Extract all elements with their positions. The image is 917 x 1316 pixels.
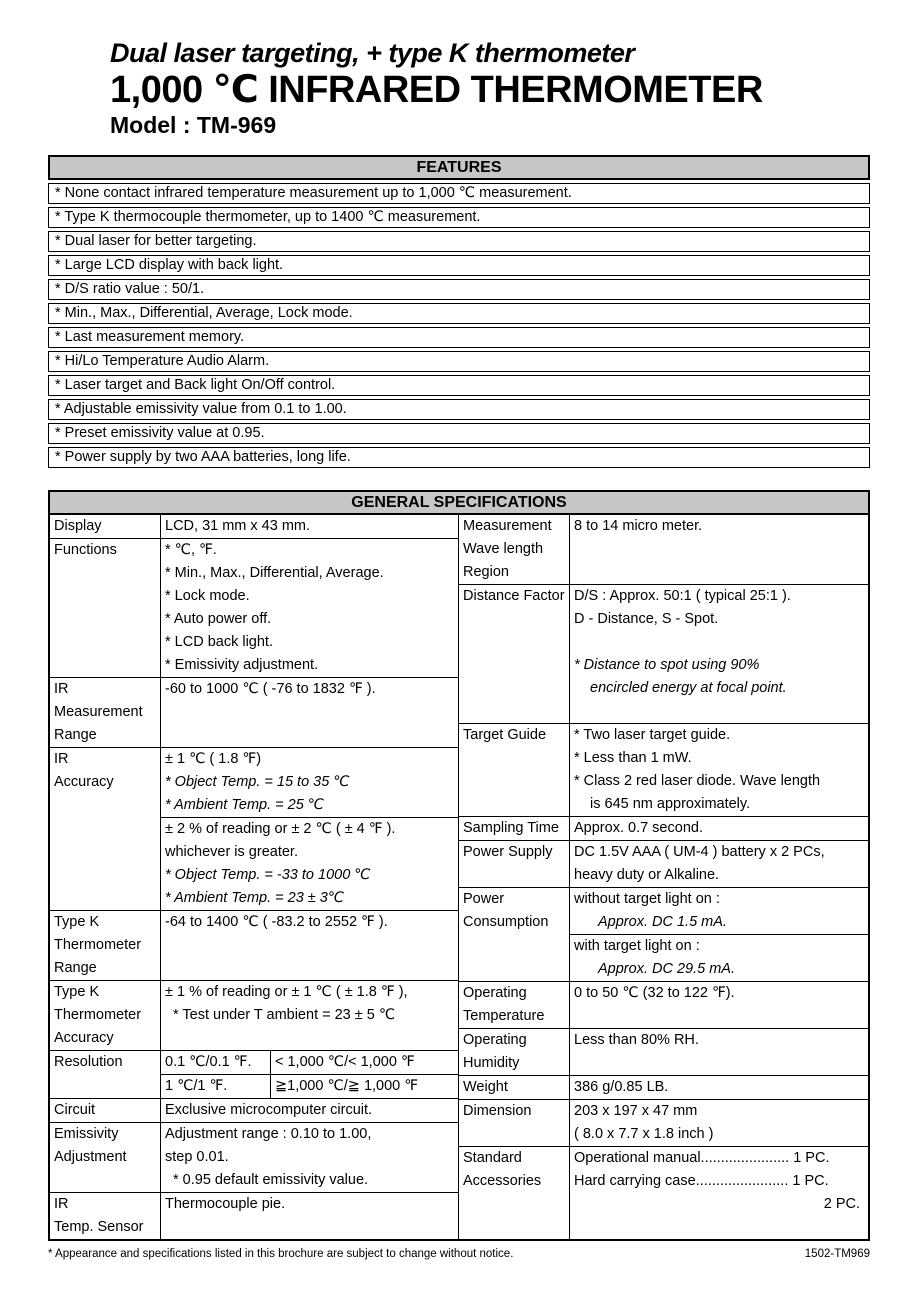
spec-block xyxy=(570,1100,868,1146)
spec-left-column xyxy=(50,515,459,1239)
spec-line: Operating xyxy=(463,1032,527,1048)
spec-block xyxy=(570,585,868,723)
spec-line: Functions xyxy=(54,542,117,558)
spec-row xyxy=(459,1028,868,1075)
spec-value xyxy=(161,1123,458,1192)
spec-line: Hard carrying case....................... 1 PC. xyxy=(574,1173,829,1189)
spec-line: Circuit xyxy=(54,1102,96,1118)
spec-block xyxy=(161,678,458,701)
spec-value xyxy=(570,1147,868,1239)
spec-row xyxy=(50,980,458,1050)
spec-line: 386 g/0.85 LB. xyxy=(574,1079,669,1095)
spec-line: without target light on : xyxy=(574,891,720,907)
feature-item: * D/S ratio value : 50/1. xyxy=(48,279,870,300)
spec-row xyxy=(50,1122,458,1192)
spec-row xyxy=(50,515,458,538)
spec-line: Accessories xyxy=(463,1173,542,1189)
spec-value xyxy=(570,724,868,816)
footer-note: * Appearance and specifications listed in this brochure are subject to change without notice. xyxy=(48,1248,514,1260)
spec-value xyxy=(570,841,868,887)
spec-line: Approx. DC 1.5 mA. xyxy=(598,914,727,930)
spec-line: 0.1 ℃/0.1 ℉. xyxy=(161,1051,271,1074)
spec-value xyxy=(161,748,458,910)
spec-line: * Ambient Temp. = 23 ± 3℃ xyxy=(165,890,345,906)
spec-block xyxy=(570,1076,868,1099)
spec-line: 2 PC. xyxy=(823,1196,860,1212)
spec-label xyxy=(459,585,570,723)
spec-line: * LCD back light. xyxy=(165,634,273,650)
spec-line: Range xyxy=(54,727,97,743)
spec-row xyxy=(459,515,868,584)
spec-label xyxy=(50,1193,161,1239)
spec-label xyxy=(459,724,570,816)
spec-label xyxy=(459,982,570,1028)
spec-line: Accuracy xyxy=(54,1030,114,1046)
spec-line: 203 x 197 x 47 mm xyxy=(574,1103,698,1119)
spec-line: * Test under T ambient = 23 ± 5 ℃ xyxy=(173,1007,396,1023)
spec-block xyxy=(161,817,458,910)
specifications-section xyxy=(48,490,870,1241)
spec-line: * Class 2 red laser diode. Wave length xyxy=(574,773,821,789)
spec-line: D/S : Approx. 50:1 ( typical 25:1 ). xyxy=(574,588,791,604)
feature-item: * Power supply by two AAA batteries, long life. xyxy=(48,447,870,468)
spec-line: ( 8.0 x 7.7 x 1.8 inch ) xyxy=(574,1126,714,1142)
spec-value xyxy=(570,585,868,723)
spec-label xyxy=(459,1147,570,1239)
spec-line: heavy duty or Alkaline. xyxy=(574,867,720,883)
spec-value xyxy=(161,515,458,538)
spec-line: ≧1,000 ℃/≧ 1,000 ℉ xyxy=(275,1078,419,1094)
spec-row xyxy=(459,981,868,1028)
spec-label xyxy=(50,911,161,980)
spec-line: * Less than 1 mW. xyxy=(574,750,692,766)
spec-line: Exclusive microcomputer circuit. xyxy=(165,1102,373,1118)
spec-line: ± 1 % of reading or ± 1 ℃ ( ± 1.8 ℉ ), xyxy=(165,984,408,1000)
spec-label xyxy=(50,1123,161,1192)
spec-line: Measurement xyxy=(54,704,143,720)
spec-value xyxy=(570,515,868,584)
spec-row xyxy=(50,747,458,910)
spec-label xyxy=(459,841,570,887)
document-header xyxy=(0,0,917,139)
spec-line: Operational manual...................... 1 PC. xyxy=(574,1150,830,1166)
spec-label xyxy=(50,678,161,747)
spec-line: Type K xyxy=(54,914,100,930)
spec-line: * Emissivity adjustment. xyxy=(165,657,319,673)
spec-label xyxy=(50,539,161,677)
spec-line: * Two laser target guide. xyxy=(574,727,731,743)
spec-line: * Distance to spot using 90% xyxy=(574,657,760,673)
spec-value xyxy=(161,911,458,980)
spec-line: Display xyxy=(54,518,102,534)
spec-right-column xyxy=(459,515,868,1239)
spec-line: DC 1.5V AAA ( UM-4 ) battery x 2 PCs, xyxy=(574,844,825,860)
spec-label xyxy=(50,1051,161,1098)
spec-line: * Lock mode. xyxy=(165,588,250,604)
spec-label xyxy=(50,981,161,1050)
page-title: 1,000 ℃ INFRARED THERMOMETER xyxy=(110,69,763,111)
spec-line: Less than 80% RH. xyxy=(574,1032,699,1048)
spec-block xyxy=(161,1123,458,1192)
spec-value xyxy=(570,1029,868,1075)
content-area xyxy=(48,155,870,1260)
spec-line: Accuracy xyxy=(54,774,114,790)
features-header: FEATURES xyxy=(48,155,870,180)
specifications-header: GENERAL SPECIFICATIONS xyxy=(48,490,870,515)
spec-row xyxy=(50,1050,458,1098)
spec-line: IR xyxy=(54,1196,69,1212)
spec-label xyxy=(50,748,161,910)
spec-row xyxy=(459,1075,868,1099)
spec-block xyxy=(161,539,458,677)
spec-row xyxy=(50,910,458,980)
spec-label xyxy=(459,817,570,840)
spec-row xyxy=(459,840,868,887)
spec-line: Sampling Time xyxy=(463,820,559,836)
spec-block xyxy=(570,1147,868,1239)
spec-label xyxy=(459,515,570,584)
spec-line: Measurement xyxy=(463,518,552,534)
spec-block xyxy=(570,888,868,934)
spec-line: ± 1 ℃ ( 1.8 ℉) xyxy=(165,751,262,767)
specifications-body xyxy=(50,515,868,1239)
spec-block xyxy=(570,934,868,981)
spec-line: Temp. Sensor xyxy=(54,1219,144,1235)
spec-block xyxy=(570,841,868,887)
spec-line: Standard xyxy=(463,1150,522,1166)
spec-line: Thermometer xyxy=(54,1007,142,1023)
spec-line xyxy=(570,1216,868,1239)
spec-line: Temperature xyxy=(463,1008,545,1024)
spec-label xyxy=(50,515,161,538)
spec-line: with target light on : xyxy=(574,938,700,954)
spec-label xyxy=(459,1100,570,1146)
spec-line: 0 to 50 ℃ (32 to 122 ℉). xyxy=(574,985,735,1001)
features-section xyxy=(48,155,870,468)
spec-line: Operating xyxy=(463,985,527,1001)
spec-row xyxy=(459,1099,868,1146)
spec-block xyxy=(161,911,458,934)
spec-row xyxy=(459,1146,868,1239)
spec-block xyxy=(570,724,868,816)
features-list xyxy=(48,183,870,468)
spec-block xyxy=(161,1099,458,1122)
feature-item: * None contact infrared temperature measurement up to 1,000 ℃ measurement. xyxy=(48,183,870,204)
spec-block xyxy=(570,515,868,538)
spec-line: D - Distance, S - Spot. xyxy=(574,611,719,627)
spec-line: Adjustment xyxy=(54,1149,127,1165)
spec-line: IR xyxy=(54,681,69,697)
spec-line xyxy=(570,631,868,654)
spec-value xyxy=(570,982,868,1028)
spec-line: LCD, 31 mm x 43 mm. xyxy=(165,518,311,534)
spec-value xyxy=(570,1100,868,1146)
spec-row xyxy=(459,887,868,981)
spec-block xyxy=(161,981,458,1027)
spec-line: Region xyxy=(463,564,509,580)
spec-row xyxy=(50,538,458,677)
footer-code: 1502-TM969 xyxy=(804,1248,870,1260)
feature-item: * Large LCD display with back light. xyxy=(48,255,870,276)
model-number: Model : TM-969 xyxy=(110,112,277,138)
spec-label xyxy=(459,1029,570,1075)
spec-line: * Object Temp. = 15 to 35 ℃ xyxy=(165,774,350,790)
spec-block xyxy=(161,1074,458,1098)
spec-line: step 0.01. xyxy=(165,1149,229,1165)
spec-line: < 1,000 ℃/< 1,000 ℉ xyxy=(275,1054,415,1070)
spec-line: Type K xyxy=(54,984,100,1000)
spec-label xyxy=(459,888,570,981)
spec-line: Resolution xyxy=(54,1054,123,1070)
spec-line: Consumption xyxy=(463,914,549,930)
spec-value xyxy=(570,888,868,981)
spec-line: -64 to 1400 ℃ ( -83.2 to 2552 ℉ ). xyxy=(165,914,388,930)
spec-line: Dimension xyxy=(463,1103,532,1119)
spec-line: * Auto power off. xyxy=(165,611,272,627)
feature-item: * Hi/Lo Temperature Audio Alarm. xyxy=(48,351,870,372)
spec-value xyxy=(161,539,458,677)
spec-line: Target Guide xyxy=(463,727,547,743)
feature-item: * Dual laser for better targeting. xyxy=(48,231,870,252)
spec-line: 8 to 14 micro meter. xyxy=(574,518,703,534)
spec-block xyxy=(570,1029,868,1052)
spec-line: Wave length xyxy=(463,541,544,557)
spec-line: Range xyxy=(54,960,97,976)
spec-block xyxy=(161,1051,458,1074)
spec-line: -60 to 1000 ℃ ( -76 to 1832 ℉ ). xyxy=(165,681,376,697)
spec-row xyxy=(50,677,458,747)
document-footer xyxy=(48,1248,870,1260)
feature-item: * Preset emissivity value at 0.95. xyxy=(48,423,870,444)
spec-line: * ℃, ℉. xyxy=(165,542,217,558)
spec-line: * Object Temp. = -33 to 1000 ℃ xyxy=(165,867,371,883)
spec-value xyxy=(161,981,458,1050)
spec-line: Approx. 0.7 second. xyxy=(574,820,703,836)
spec-value xyxy=(570,817,868,840)
spec-block xyxy=(570,817,868,840)
specifications-table xyxy=(48,515,870,1241)
spec-row xyxy=(459,584,868,723)
spec-row xyxy=(50,1192,458,1239)
spec-block xyxy=(570,982,868,1005)
feature-item: * Laser target and Back light On/Off control. xyxy=(48,375,870,396)
spec-line: Thermocouple pie. xyxy=(165,1196,286,1212)
spec-row xyxy=(459,723,868,816)
spec-line: encircled energy at focal point. xyxy=(590,680,787,696)
spec-line: Distance Factor xyxy=(463,588,565,604)
spec-line: whichever is greater. xyxy=(165,844,298,860)
spec-line: Thermometer xyxy=(54,937,142,953)
spec-line: Adjustment range : 0.10 to 1.00, xyxy=(165,1126,372,1142)
feature-item: * Type K thermocouple thermometer, up to 1400 ℃ measurement. xyxy=(48,207,870,228)
spec-line: Power Supply xyxy=(463,844,553,860)
spec-line: Humidity xyxy=(463,1055,520,1071)
spec-value xyxy=(161,678,458,747)
spec-row xyxy=(459,816,868,840)
spec-line: Approx. DC 29.5 mA. xyxy=(598,961,735,977)
spec-line: * 0.95 default emissivity value. xyxy=(173,1172,369,1188)
spec-value xyxy=(161,1099,458,1122)
spec-line: ± 2 % of reading or ± 2 ℃ ( ± 4 ℉ ). xyxy=(165,821,396,837)
spec-line: 1 ℃/1 ℉. xyxy=(161,1075,271,1098)
spec-label xyxy=(50,1099,161,1122)
spec-block xyxy=(161,1193,458,1216)
spec-line: * Min., Max., Differential, Average. xyxy=(165,565,384,581)
spec-line: is 645 nm approximately. xyxy=(590,796,751,812)
spec-value xyxy=(570,1076,868,1099)
feature-item: * Adjustable emissivity value from 0.1 to 1.00. xyxy=(48,399,870,420)
spec-line: Power xyxy=(463,891,505,907)
spec-line: Emissivity xyxy=(54,1126,119,1142)
spec-block xyxy=(161,748,458,817)
feature-item: * Min., Max., Differential, Average, Lock mode. xyxy=(48,303,870,324)
spec-line: IR xyxy=(54,751,69,767)
spec-value xyxy=(161,1051,458,1098)
spec-line xyxy=(570,700,868,723)
spec-value xyxy=(161,1193,458,1239)
feature-item: * Last measurement memory. xyxy=(48,327,870,348)
document-subtitle: Dual laser targeting, + type K thermometer xyxy=(110,38,635,68)
spec-line: Weight xyxy=(463,1079,508,1095)
spec-block xyxy=(161,515,458,538)
spec-label xyxy=(459,1076,570,1099)
spec-row xyxy=(50,1098,458,1122)
spec-line: * Ambient Temp. = 25 ℃ xyxy=(165,797,325,813)
